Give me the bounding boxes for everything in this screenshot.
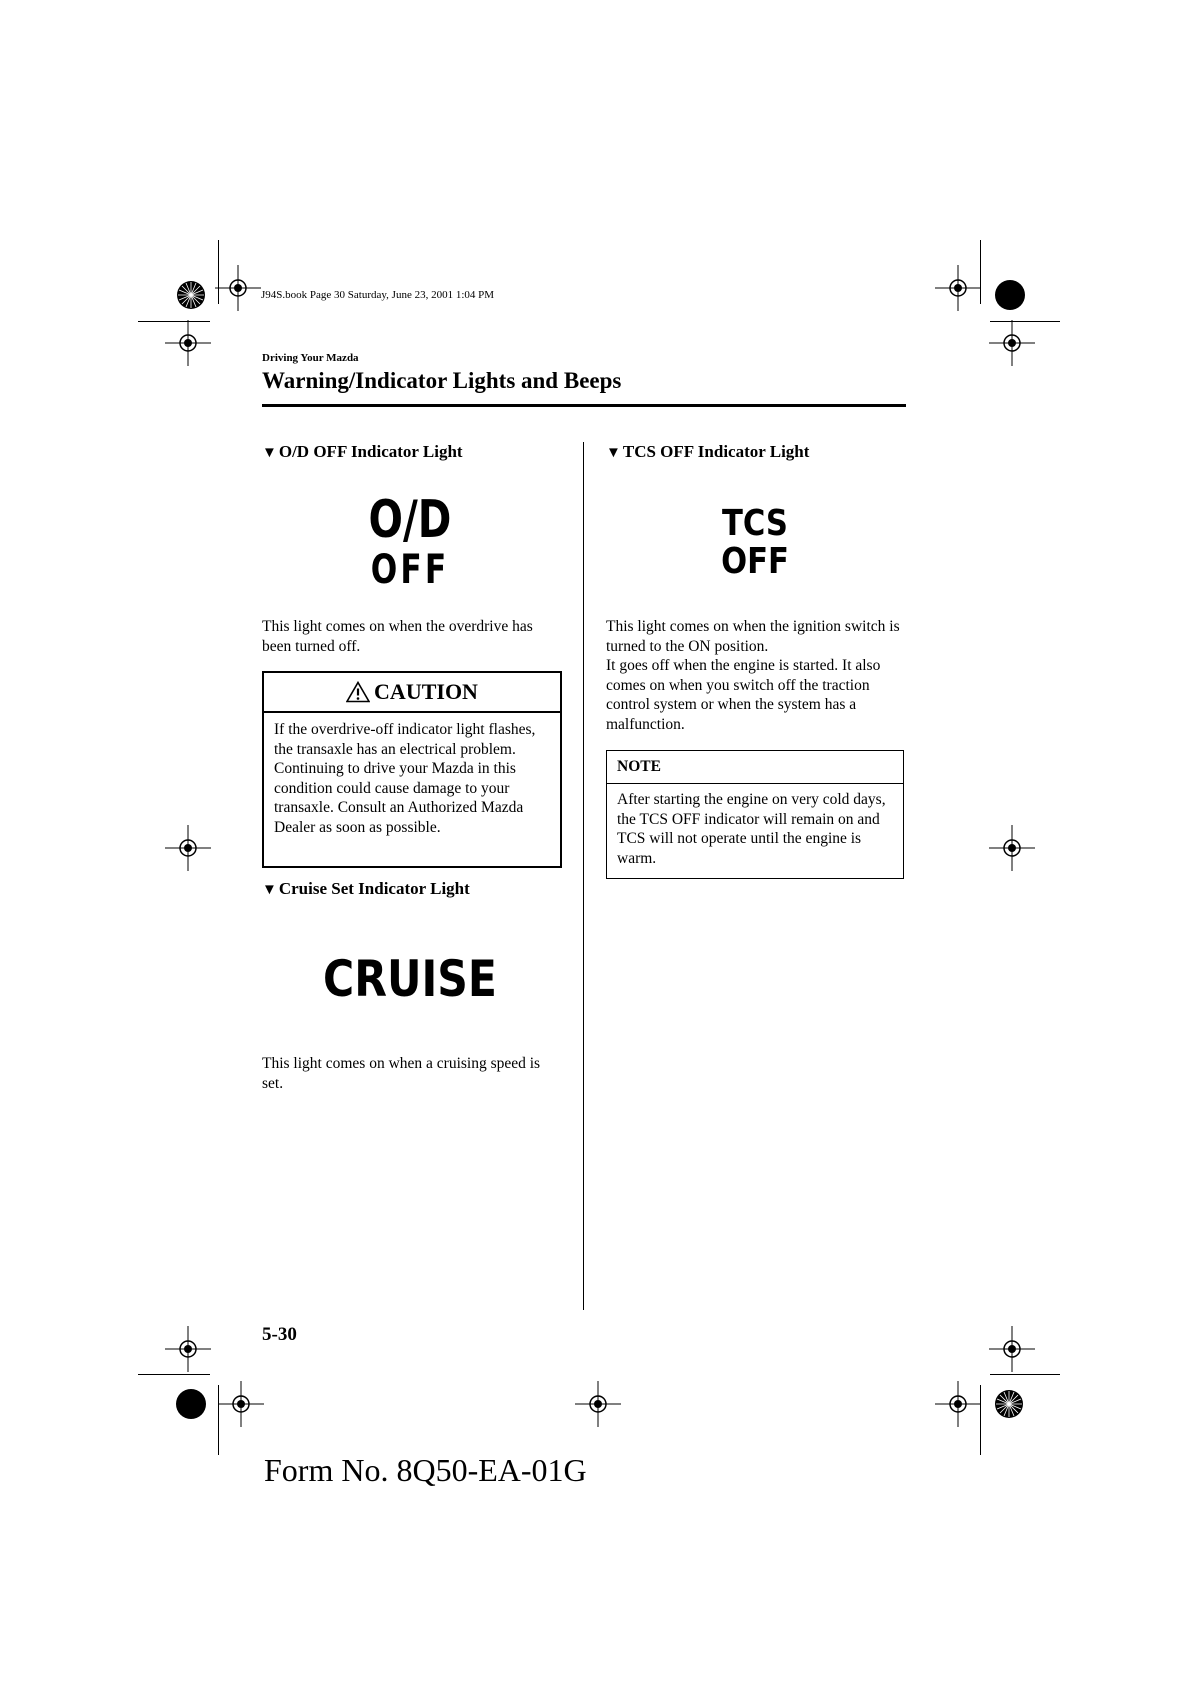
crosshair-mark-icon [218, 1381, 264, 1427]
triangle-marker-icon: ▼ [606, 445, 621, 461]
tcs-off-heading [606, 442, 809, 462]
crop-mark [990, 1374, 1060, 1375]
form-number: Form No. 8Q50-EA-01G [264, 1452, 587, 1488]
tcs-off-description-line2: It goes off when the engine is started. It also comes on when you switch off the traction control system or when the system has a malfunction. [606, 657, 881, 733]
crop-mark [218, 1385, 219, 1455]
page-title: Warning/Indicator Lights and Beeps [262, 368, 622, 393]
sunburst-mark-icon [994, 1389, 1024, 1419]
caution-title: CAUTION [374, 679, 478, 704]
crosshair-mark-icon [989, 1326, 1035, 1372]
od-off-symbol-line1: O/D [368, 490, 452, 550]
tcs-off-symbol-line1: TCS [722, 503, 788, 544]
crop-mark [218, 240, 219, 304]
page-number: 5-30 [262, 1324, 297, 1345]
cruise-symbol-icon: CRUISE [323, 950, 497, 1008]
crosshair-mark-icon [165, 1326, 211, 1372]
note-text: After starting the engine on very cold days, the TCS OFF indicator will remain on and TCS will not operate until the engine is warm. [617, 791, 886, 867]
od-off-heading-text: O/D OFF Indicator Light [278, 442, 463, 461]
sunburst-mark-icon [176, 280, 206, 310]
crop-mark [138, 321, 210, 322]
book-info-line: J94S.book Page 30 Saturday, June 23, 2001 1:04 PM [261, 289, 495, 301]
tcs-off-symbol-line2: OFF [721, 541, 789, 582]
crop-mark [980, 240, 981, 304]
od-off-symbol-line2: OFF [370, 547, 450, 593]
title-rule [262, 404, 906, 407]
tcs-off-description-line1: This light comes on when the ignition switch is turned to the ON position. [606, 618, 900, 655]
caution-box [262, 671, 562, 868]
solid-dot-mark-icon [176, 1389, 206, 1419]
triangle-marker-icon: ▼ [262, 882, 277, 898]
section-label: Driving Your Mazda [262, 352, 359, 364]
crosshair-mark-icon [989, 320, 1035, 366]
cruise-heading [262, 879, 470, 899]
tcs-off-heading-text: TCS OFF Indicator Light [622, 442, 810, 461]
note-box [606, 750, 904, 879]
crop-mark [980, 1385, 981, 1455]
crosshair-mark-icon [935, 1381, 981, 1427]
crosshair-mark-icon [165, 320, 211, 366]
crosshair-mark-icon [165, 825, 211, 871]
crop-mark [138, 1374, 210, 1375]
column-divider [583, 442, 584, 1310]
caution-text: If the overdrive-off indicator light flashes, the transaxle has an electrical problem. Continuing to drive your Mazda in this condition could cause damage to your transaxle. Consult an Authorized Mazda Dealer as soon as possible. [274, 721, 536, 836]
crosshair-mark-icon [935, 265, 981, 311]
cruise-description: This light comes on when a cruising speed is set. [262, 1055, 541, 1092]
tcs-off-description [606, 617, 904, 734]
cruise-heading-text: Cruise Set Indicator Light [278, 879, 470, 898]
od-off-description: This light comes on when the overdrive has been turned off. [262, 618, 533, 655]
triangle-marker-icon: ▼ [262, 445, 277, 461]
warning-triangle-icon [346, 681, 370, 703]
solid-dot-mark-icon [995, 280, 1025, 310]
crop-mark [990, 321, 1060, 322]
od-off-symbol-icon [330, 492, 490, 592]
caution-header [264, 673, 560, 713]
od-off-heading [262, 442, 463, 462]
crosshair-mark-icon [989, 825, 1035, 871]
crosshair-mark-icon [575, 1381, 621, 1427]
crosshair-mark-icon [215, 265, 261, 311]
tcs-off-symbol-icon [680, 505, 830, 581]
note-title: NOTE [607, 751, 903, 784]
